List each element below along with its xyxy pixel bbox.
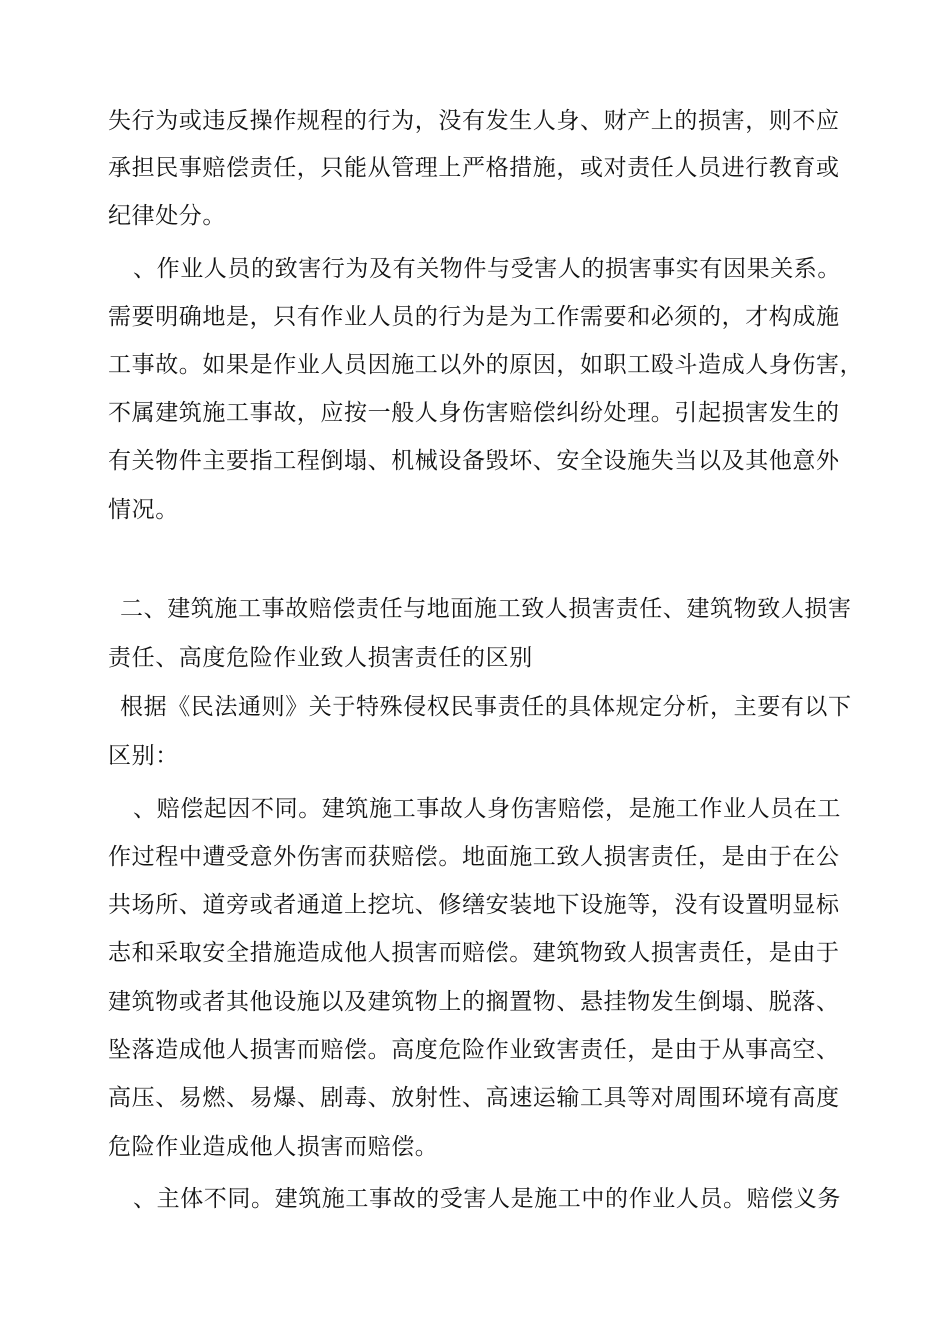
text-line: 共场所、道旁或者通道上挖坑、修缮安装地下设施等，没有设置明显标 — [108, 892, 840, 918]
text-line: 需要明确地是，只有作业人员的行为是为工作需要和必须的，才构成施 — [108, 304, 840, 330]
text-line: 有关物件主要指工程倒塌、机械设备毁坏、安全设施失当以及其他意外 — [108, 448, 840, 474]
section-heading-line: 二、建筑施工事故赔偿责任与地面施工致人损害责任、建筑物致人损害 — [120, 596, 852, 622]
text-line: 纪律处分。 — [108, 203, 226, 229]
text-line: 、主体不同。建筑施工事故的受害人是施工中的作业人员。赔偿义务 — [133, 1186, 841, 1212]
text-line: 区别： — [108, 743, 179, 769]
text-line: 坠落造成他人损害而赔偿。高度危险作业致害责任，是由于从事高空、 — [108, 1037, 840, 1063]
text-line: 危险作业造成他人损害而赔偿。 — [108, 1134, 439, 1160]
text-line: 高压、易燃、易爆、剧毒、放射性、高速运输工具等对周围环境有高度 — [108, 1085, 840, 1111]
text-line: 志和采取安全措施造成他人损害而赔偿。建筑物致人损害责任，是由于 — [108, 940, 840, 966]
text-line: 建筑物或者其他设施以及建筑物上的搁置物、悬挂物发生倒塌、脱落、 — [108, 989, 840, 1015]
text-line: 失行为或违反操作规程的行为，没有发生人身、财产上的损害，则不应 — [108, 108, 840, 134]
text-line: 承担民事赔偿责任，只能从管理上严格措施，或对责任人员进行教育或 — [108, 155, 840, 181]
text-line: 作过程中遭受意外伤害而获赔偿。地面施工致人损害责任，是由于在公 — [108, 844, 840, 870]
text-line: 情况。 — [108, 497, 179, 523]
text-line: 、作业人员的致害行为及有关物件与受害人的损害事实有因果关系。 — [133, 256, 841, 282]
text-line: 、赔偿起因不同。建筑施工事故人身伤害赔偿，是施工作业人员在工 — [133, 796, 841, 822]
text-line: 工事故。如果是作业人员因施工以外的原因，如职工殴斗造成人身伤害， — [108, 352, 864, 378]
text-line: 根据《民法通则》关于特殊侵权民事责任的具体规定分析，主要有以下 — [120, 694, 852, 720]
section-heading-line: 责任、高度危险作业致人损害责任的区别 — [108, 645, 533, 671]
text-line: 不属建筑施工事故，应按一般人身伤害赔偿纠纷处理。引起损害发生的 — [108, 400, 840, 426]
